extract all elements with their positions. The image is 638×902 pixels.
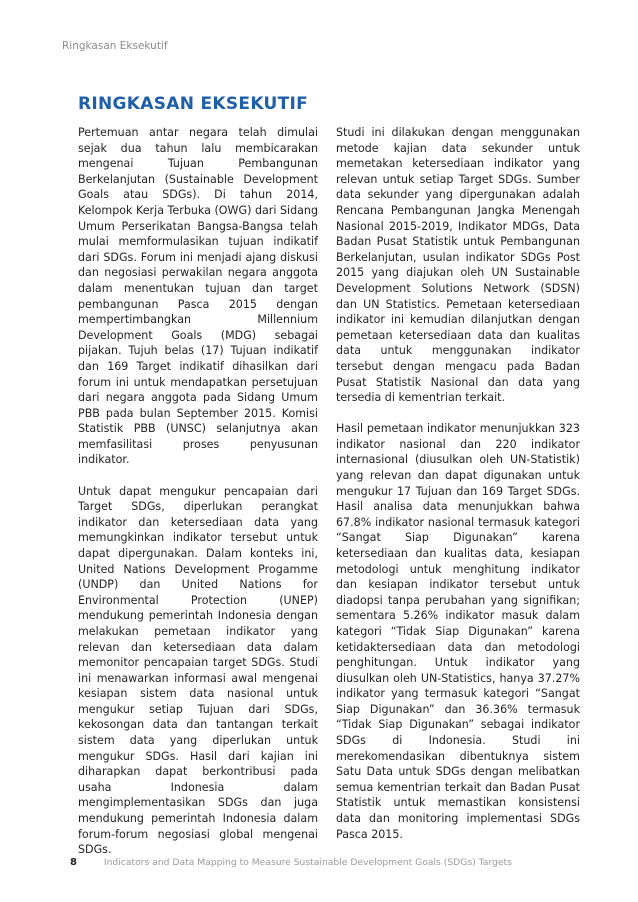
paragraph: Untuk dapat mengukur pencapaian dari Target SDGs, diperlukan perangkat indikator dan ketersediaan data yang memungkinkan indikator tersebut untuk dapat dipergunakan. Dalam konteks ini, United Nations Development Progamme (UNDP) dan United Nations for Environmental Protection (UNEP) mendukung pemerintah Indonesia dengan melakukan pemetaan indikator yang relevan dan ketersediaan data dalam memonitor pencapaian target SDGs. Studi ini menawarkan informasi awal mengenai kesiapan sistem data nasional untuk mengukur setiap Tujuan dari SDGs, kekosongan data dan tantangan terkait sistem data yang diperlukan untuk mengukur SDGs. Hasil dari kajian ini diharapkan dapat berkontribusi pada usaha Indonesia dalam mengimplementasikan SDGs dan juga mendukung pemerintah Indonesia dalam forum-forum negosiasi global mengenai SDGs. [78,484,318,857]
publication-title: Indicators and Data Mapping to Measure Sustainable Development Goals (SDGs) Targets [103,857,512,868]
page-number: 8 [70,857,77,868]
paragraph: Studi ini dilakukan dengan menggunakan metode kajian data sekunder untuk memetakan ketersediaan indikator yang relevan untuk setiap Target SDGs. Sumber data sekunder yang dipergunakan adalah Rencana Pembangunan Jangka Menengah Nasional 2015-2019, Indikator MDGs, Data Badan Pusat Statistik untuk Pembangunan Berkelanjutan, usulan indikator SDGs Post 2015 yang diajukan oleh UN Sustainable Development Solutions Network (SDSN) dan UN Statistics. Pemetaan ketersediaan indikator ini kemudian dilanjutkan dengan pemetaan ketersediaan data dan kualitas data untuk menggunakan indikator tersebut dengan mengacu pada Badan Pusat Statistik Nasional dan data yang tersedia di kementrian terkait. [336,126,580,405]
section-title: RINGKASAN EKSEKUTIF [78,94,309,114]
left-column [78,125,318,873]
running-header: Ringkasan Eksekutif [62,40,168,52]
right-column [336,125,580,858]
page-footer [70,857,618,868]
paragraph: Pertemuan antar negara telah dimulai sejak dua tahun lalu membicarakan mengenai Tujuan Pembangunan Berkelanjutan (Sustainable Development Goals atau SDGs). Di tahun 2014, Kelompok Kerja Terbuka (OWG) dari Sidang Umum Perserikatan Bangsa-Bangsa telah mulai memformulasikan tujuan indikatif dari SDGs. Forum ini menjadi ajang diskusi dan negosiasi perwakilan negara anggota dalam menentukan tujuan dan target pembangunan Pasca 2015 dengan mempertimbangkan Millennium Development Goals (MDG) sebagai pijakan. Tujuh belas (17) Tujuan indikatif dan 169 Target indikatif dihasilkan dari forum ini untuk mendapatkan persetujuan dari negara anggota pada Sidang Umum PBB pada bulan September 2015. Komisi Statistik PBB (UNSC) selanjutnya akan memfasilitasi proses penyusunan indikator. [78,126,318,467]
paragraph: Hasil pemetaan indikator menunjukkan 323 indikator nasional dan 220 indikator internasional (diusulkan oleh UN-Statistik) yang relevan dan dapat digunakan untuk mengukur 17 Tujuan dan 169 Target SDGs. Hasil analisa data menunjukkan bahwa 67.8% indikator nasional termasuk kategori “Sangat Siap Digunakan” karena ketersediaan dan kualitas data, kesiapan metodologi untuk menghitung indikator dan kesiapan indikator tersebut untuk diadopsi tanpa perubahan yang signifikan; sementara 5.26% indikator masuk dalam kategori “Tidak Siap Digunakan” karena ketidaktersediaan data dan metodologi penghitungan. Untuk indikator yang diusulkan oleh UN-Statistics, hanya 37.27% indikator yang termasuk kategori “Sangat Siap Digunakan” dan 36.36% termasuk “Tidak Siap Digunakan” sebagai indikator SDGs di Indonesia. Studi ini merekomendasikan dibentuknya sistem Satu Data untuk SDGs dengan melibatkan semua kementrian terkait dan Badan Pusat Statistik untuk memastikan konsistensi data dan monitoring implementasi SDGs Pasca 2015. [336,422,580,841]
